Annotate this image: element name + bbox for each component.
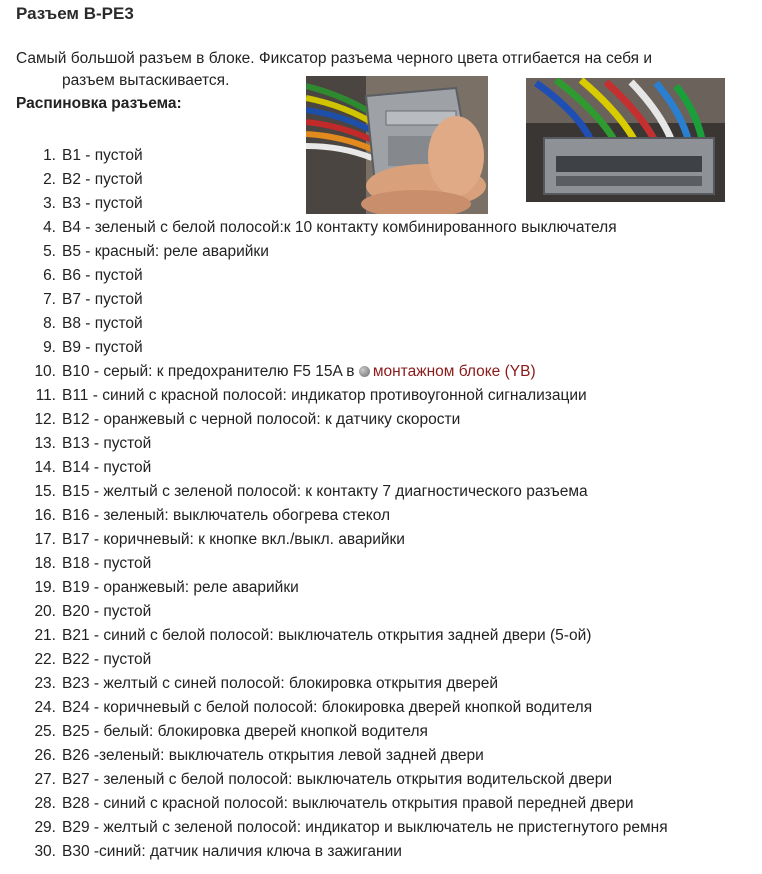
list-item: 13. B13 - пустой	[34, 435, 152, 452]
list-item: 14. B14 - пустой	[34, 459, 152, 476]
pin-text: B6 - пустой	[62, 267, 143, 284]
pinout-heading: Распиновка разъема:	[16, 95, 182, 112]
list-item: 29. B29 - желтый с зеленой полосой: индикатор и выключатель не пристегнутого ремня	[34, 819, 668, 836]
pin-text: B5 - красный: реле аварийки	[62, 243, 269, 260]
list-item: 5. B5 - красный: реле аварийки	[43, 243, 269, 260]
pin-text: B26 -зеленый: выключатель открытия левой задней двери	[62, 747, 484, 764]
pin-text: B2 - пустой	[62, 171, 143, 188]
pinout-list	[0, 144, 668, 864]
list-item: 17. B17 - коричневый: к кнопке вкл./выкл. аварийки	[34, 531, 405, 548]
pin-text: B18 - пустой	[62, 555, 152, 572]
list-item: 18. B18 - пустой	[34, 555, 152, 572]
list-item: 6. B6 - пустой	[43, 267, 143, 284]
pin-text: B17 - коричневый: к кнопке вкл./выкл. аварийки	[62, 531, 405, 548]
pin-text: B9 - пустой	[62, 339, 143, 356]
list-item: 9. B9 - пустой	[43, 339, 143, 356]
pin-text: B27 - зеленый с белой полосой: выключатель открытия водительской двери	[62, 771, 613, 788]
intro-line-2: разъем вытаскивается.	[62, 72, 230, 89]
list-item: 20. B20 - пустой	[34, 603, 152, 620]
list-item: 22. B22 - пустой	[34, 651, 152, 668]
list-item: 27. B27 - зеленый с белой полосой: выключатель открытия водительской двери	[34, 771, 613, 788]
list-item: 28. B28 - синий с красной полосой: выключатель открытия правой передней двери	[34, 795, 634, 812]
list-item: 12. B12 - оранжевый с черной полосой: к датчику скорости	[34, 411, 461, 428]
mounting-block-link[interactable]: монтажном блоке (YB)	[372, 363, 536, 380]
pin-text: B7 - пустой	[62, 291, 143, 308]
pin-text: B25 - белый: блокировка дверей кнопкой водителя	[62, 723, 428, 740]
list-item: 26. B26 -зеленый: выключатель открытия левой задней двери	[34, 747, 484, 764]
list-item: 19. B19 - оранжевый: реле аварийки	[34, 579, 299, 596]
pin-text: B23 - желтый с синей полосой: блокировка открытия дверей	[62, 675, 498, 692]
list-item: 15. B15 - желтый с зеленой полосой: к контакту 7 диагностического разъема	[34, 483, 588, 500]
list-item: 7. B7 - пустой	[43, 291, 143, 308]
pin-text: B16 - зеленый: выключатель обогрева стекол	[62, 507, 391, 524]
list-item: 24. B24 - коричневый с белой полосой: блокировка дверей кнопкой водителя	[34, 699, 593, 716]
page-title: Разъем B-PE3	[16, 4, 134, 23]
list-item: 25. B25 - белый: блокировка дверей кнопкой водителя	[34, 723, 428, 740]
pin-text: B1 - пустой	[62, 147, 143, 164]
pin-text: B8 - пустой	[62, 315, 143, 332]
pin-text: B19 - оранжевый: реле аварийки	[62, 579, 299, 596]
list-item: 30. B30 -синий: датчик наличия ключа в зажигании	[34, 843, 402, 860]
pin-text: B10 - серый: к предохранителю F5 15A в	[62, 363, 359, 380]
pin-text: B24 - коричневый с белой полосой: блокировка дверей кнопкой водителя	[62, 699, 593, 716]
pin-text: B29 - желтый с зеленой полосой: индикатор и выключатель не пристегнутого ремня	[62, 819, 668, 836]
pin-text: B3 - пустой	[62, 195, 143, 212]
list-item: 21. B21 - синий с белой полосой: выключатель открытия задней двери (5-ой)	[34, 627, 592, 644]
globe-icon	[359, 366, 370, 377]
pin-text: B4 - зеленый с белой полосой:к 10 контакту комбинированного выключателя	[62, 219, 617, 236]
list-item: 10. B10 - серый: к предохранителю F5 15A в монтажном блоке (YB)	[34, 363, 536, 380]
pin-text: B13 - пустой	[62, 435, 152, 452]
pin-text: B12 - оранжевый с черной полосой: к датчику скорости	[62, 411, 461, 428]
list-item: 8. B8 - пустой	[43, 315, 143, 332]
pin-text: B20 - пустой	[62, 603, 152, 620]
list-item: 2. B2 - пустой	[43, 171, 143, 188]
pin-text: B30 -синий: датчик наличия ключа в зажигании	[62, 843, 402, 860]
list-item: 3. B3 - пустой	[43, 195, 143, 212]
list-item: 23. B23 - желтый с синей полосой: блокировка открытия дверей	[34, 675, 498, 692]
pin-text: B14 - пустой	[62, 459, 152, 476]
list-item: 1. B1 - пустой	[43, 147, 143, 164]
list-item: 4. B4 - зеленый с белой полосой:к 10 контакту комбинированного выключателя	[43, 219, 617, 236]
pin-text: B22 - пустой	[62, 651, 152, 668]
intro-line-1: Самый большой разъем в блоке. Фиксатор разъема черного цвета отгибается на себя и	[16, 50, 653, 67]
pin-text: B15 - желтый с зеленой полосой: к контакту 7 диагностического разъема	[62, 483, 588, 500]
list-item: 11. B11 - синий с красной полосой: индикатор противоугонной сигнализации	[35, 387, 587, 404]
pin-text: B28 - синий с красной полосой: выключатель открытия правой передней двери	[62, 795, 634, 812]
pin-text: B21 - синий с белой полосой: выключатель открытия задней двери (5-ой)	[62, 627, 592, 644]
list-item: 16. B16 - зеленый: выключатель обогрева стекол	[34, 507, 391, 524]
pin-text: B11 - синий с красной полосой: индикатор противоугонной сигнализации	[62, 387, 587, 404]
